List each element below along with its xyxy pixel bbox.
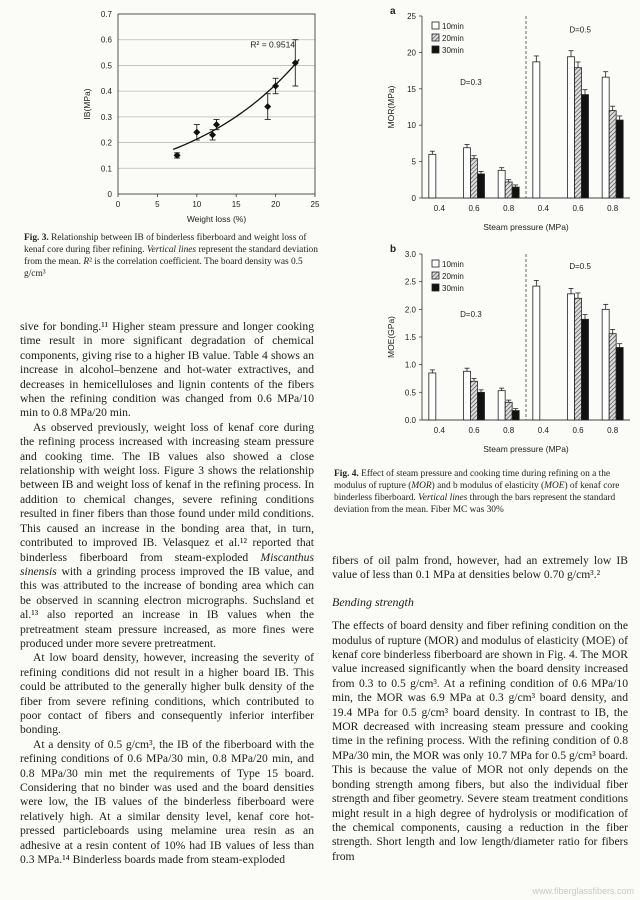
y-tick-label: 0 [107,190,112,199]
bar [429,154,436,198]
y-tick-label: 2.5 [404,277,416,287]
y-axis-label: MOE(GPa) [386,315,396,359]
y-tick-label: 1.5 [404,333,416,342]
y-tick-label: 5 [411,157,416,167]
x-tick-label: 0.6 [572,204,584,213]
bar [498,391,505,420]
y-tick-label: 0.0 [404,416,416,425]
y-tick-label: 0.3 [100,112,112,122]
x-tick-label: 0.8 [607,204,619,213]
legend-label: 10min [442,22,464,31]
legend-swatch [432,34,439,41]
y-tick-label: 0.2 [100,138,112,148]
region-label: D=0.3 [460,78,482,88]
x-tick-label: 0.6 [468,204,480,213]
y-axis-label: MOR(MPa) [386,85,396,129]
bar [471,381,478,420]
x-tick-label: 0.4 [537,426,549,435]
x-tick-label: 25 [310,200,320,209]
y-tick-label: 0.6 [100,35,112,45]
fig4-caption-italic: Vertical lines [418,493,468,503]
watermark: www.fiberglassfibers.com [532,886,634,896]
fig4-caption-moe: MOE [544,481,565,491]
data-point [193,129,200,136]
x-tick-label: 0.6 [572,426,584,435]
left-paragraph-4: At a density of 0.5 g/cm³, the IB of the fiberboard with the refining conditions of 0.6 MPa/30 min, 0.8 MPa/20 min, and 0.8 MPa/30 min met the requirements of Type 15 board. Considering that no binder was used and the board densities were low, the IB values of the binderless fiberboard were relatively high. At a similar density level, kenaf core hot-pressed particleboards using melamine urea resin as an adhesive at a resin content of 10% had IB values of less than 0.3 MPa.¹⁴ Binderless boards made from steam-exploded [20,737,314,867]
y-tick-label: 0 [411,194,416,203]
fig3-chart [20,4,330,226]
fig3-caption-italic: Vertical lines [146,245,197,255]
fig4-caption-b: ) and b modulus of elasticity ( [431,481,545,491]
fig3-caption [24,232,324,280]
trend-curve [173,59,299,149]
left-paragraph-2 [20,421,314,652]
bar [609,334,616,420]
fig3-caption-text: Relationship between IB of binderless fiberboard and weight loss of kenaf core during fiber refining. [24,233,307,255]
left-paragraph-2a: As observed previously, weight loss of kenaf core during the refining process increased with increasing steam pressure and cooking time. The IB values also showed a close relationship with weight loss. Figure 3 shows the relationship between IB and weight loss of kenaf in the refining process. In addition to chemical changes, severe refining conditions resulted in finer fibers than those found under mild conditions. This caused an increase in the bonding area that, in turn, contributed to improved IB. Velasquez et al.¹² reported that binderless fiberboard from steam-exploded [20,420,314,564]
x-axis-label: Weight loss (%) [186,214,247,224]
bar [568,294,575,420]
y-tick-label: 1.0 [404,360,416,370]
legend-swatch [432,46,439,53]
fig4-caption [334,468,632,516]
data-point [264,103,271,110]
y-tick-label: 2.0 [404,305,416,315]
bar [533,286,540,420]
bar [512,411,519,420]
bar [512,187,519,198]
y-tick-label: 25 [407,12,416,21]
bar [582,95,589,198]
left-paragraph-2b: with a grinding process improved the IB value, and this was attributed to the increase of bonding area which can be observed in scanning electron micrographs. Suchsland et al.¹³ also reported an increase in IB values when the pretreatment steam pressure increased, as more fines were produced under more severe pretreatment. [20,564,314,650]
x-tick-label: 5 [155,200,160,209]
bar [575,298,582,420]
right-column [332,554,628,864]
fig4b-chart [384,240,636,462]
panel-label: a [390,6,396,17]
bar [575,68,582,198]
x-tick-label: 0.4 [433,426,445,435]
bar [505,402,512,420]
x-axis-label: Steam pressure (MPa) [483,444,569,454]
fig3-caption-r2: ² is the correlation coefficient. The board density was 0.5 g/cm³ [24,257,303,279]
bar [429,373,436,420]
bar [616,348,623,420]
bar [505,182,512,198]
data-point [272,83,279,90]
x-tick-label: 0.6 [468,426,480,435]
bar [464,148,471,198]
x-tick-label: 0.8 [607,426,619,435]
legend-label: 10min [442,260,464,269]
y-axis-label: IB(MPa) [82,88,92,120]
left-paragraph-2-species: Miscanthus sinensis [20,550,314,578]
left-paragraph-1: sive for bonding.¹¹ Higher steam pressure and longer cooking time result in more significant degradation of chemical components, giving rise to a higher IB value. Table 4 shows an increase in alcohol–benzene and hot-water extractives, and decreases in hemicelluloses and lignin contents of the fibers when the refining condition was changed from 0.6 MPa/10 min to 0.8 MPa/20 min. [20,320,314,420]
y-tick-label: 3.0 [404,250,416,259]
legend-label: 30min [442,284,464,293]
bar [602,309,609,420]
x-tick-label: 10 [192,200,202,209]
bar [533,62,540,198]
fig4-caption-label: Fig. 4. [334,469,359,479]
bar [568,57,575,198]
fig3-caption-label: Fig. 3. [24,233,49,243]
panel-label: b [390,244,397,255]
legend-label: 30min [442,46,464,55]
region-label: D=0.3 [460,310,482,320]
y-tick-label: 0.5 [100,61,112,71]
y-tick-label: 0.1 [100,164,112,174]
y-tick-label: 10 [407,121,416,131]
bar [602,77,609,198]
y-tick-label: 0.7 [100,10,112,19]
bar [464,371,471,420]
r2-annotation: R² = 0.9514 [250,39,296,50]
legend-swatch [432,22,439,29]
x-tick-label: 0.8 [503,204,515,213]
fig3-caption-rest: represent the standard deviation from the mean. [24,245,318,267]
left-paragraph-3: At low board density, however, increasing the severity of refining conditions did not result in a higher board IB. This could be attributed to the generally higher bulk density of the fiber from severe refining conditions, which contributed to poor contact of fibers and consequently inferior interfiber bonding. [20,651,314,737]
y-tick-label: 20 [407,48,416,58]
left-column [20,320,314,867]
right-paragraph-2: The effects of board density and fiber refining condition on the modulus of rupture (MOR) and modulus of elasticity (MOE) of kenaf core binderless fiberboard are shown in Fig. 4. The MOR value increased significantly when the board density increased from 0.3 to 0.5 g/cm³. At a refining condition of 0.6 MPa/10 min, the MOR was 6.9 MPa at 0.3 g/cm³ board density, and 19.4 MPa for 0.5 g/cm³ board density. In contrast to IB, the MOR decreased with increasing steam pressure and cooking time in the refining process. With the refining condition of 0.8 MPa/30 min, the MOR was only 10.7 MPa for 0.5 g/cm³ board. This is because the value of MOR not only depends on the bonding strength among fibers, but also the individual fiber strength and fiber geometry. Severe steam treatment conditions might result in a high degree of hydrolysis or modification of the chemical components, causing a reduction in the fiber strength. Short length and low length/diameter ratio for fibers from [332,619,628,863]
x-tick-label: 0.4 [433,204,445,213]
legend-swatch [432,284,439,291]
x-axis-label: Steam pressure (MPa) [483,222,569,232]
x-tick-label: 0.8 [503,426,515,435]
bar [616,120,623,198]
legend-label: 20min [442,34,464,43]
fig4-caption-mor: MOR [411,481,432,491]
x-tick-label: 20 [271,200,281,209]
fig4-caption-d: through the bars represent the standard deviation from the mean. Fiber MC was 30% [334,493,616,515]
x-tick-label: 0.4 [537,204,549,213]
region-label: D=0.5 [569,25,591,35]
legend-swatch [432,272,439,279]
fig4-caption-a: Effect of steam pressure and cooking time during refining on a the modulus of rupture ( [334,469,611,491]
y-tick-label: 15 [407,84,416,94]
bar [582,319,589,420]
legend-swatch [432,260,439,267]
fig4a-chart [384,2,636,240]
bar [478,392,485,420]
region-label: D=0.5 [569,261,591,271]
fig3-caption-r2-symbol: R [83,257,90,267]
y-tick-label: 0.4 [100,87,112,97]
bar [498,170,505,198]
section-heading: Bending strength [332,594,414,609]
right-paragraph-1: fibers of oil palm frond, however, had an extremely low IB value of less than 0.1 MPa at densities below 0.70 g/cm³.² [332,554,628,582]
x-tick-label: 0 [115,200,121,209]
y-tick-label: 0.5 [404,388,416,398]
x-tick-label: 15 [231,200,241,209]
bar [478,174,485,198]
bar [609,111,616,198]
legend-label: 20min [442,272,464,281]
bar [471,159,478,198]
fig4-caption-c: ) of kenaf core binderless fiberboard. [334,481,620,503]
